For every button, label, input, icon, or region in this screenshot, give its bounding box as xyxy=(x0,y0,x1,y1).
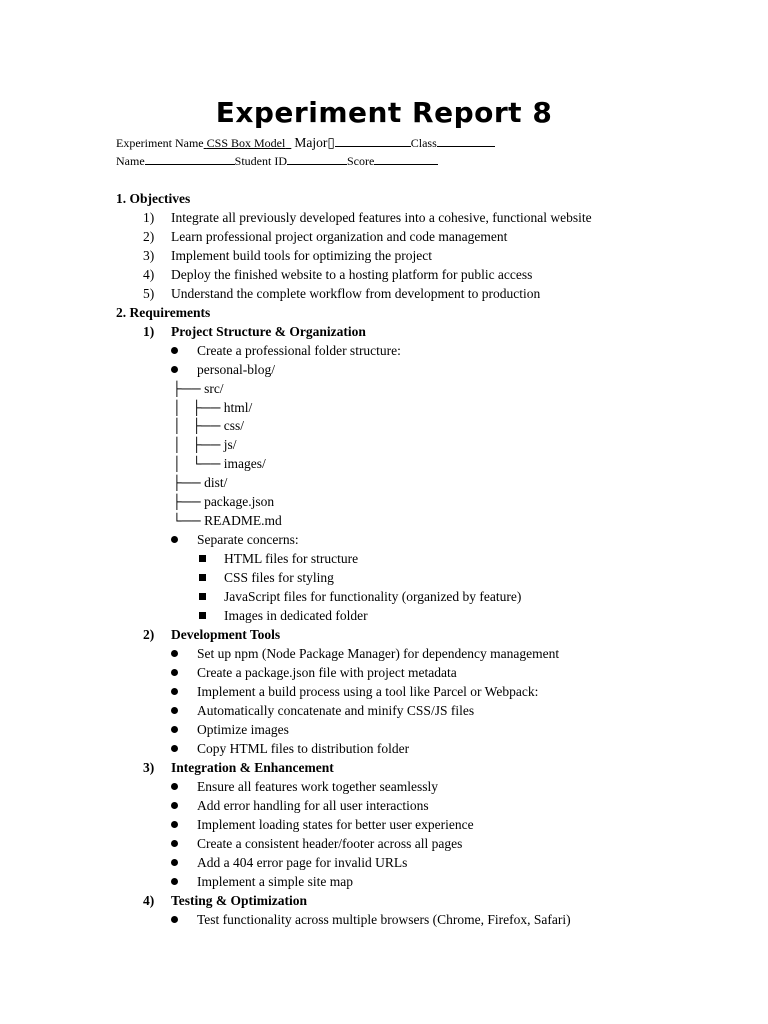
square-bullet-icon xyxy=(199,574,206,581)
major-blank xyxy=(335,136,411,147)
experiment-name-label: Experiment Name xyxy=(116,136,204,150)
bullet-icon xyxy=(171,688,178,695)
tree-line: │ └── images/ xyxy=(172,456,266,471)
bullet-icon xyxy=(171,840,178,847)
bullet-icon xyxy=(171,726,178,733)
requirement-heading: 3) Integration & Enhancement xyxy=(143,760,334,775)
list-item: Implement loading states for better user experience xyxy=(0,815,768,834)
student-id-blank xyxy=(287,154,347,165)
sub-list-item: HTML files for structure xyxy=(0,549,768,568)
sub-list-item: CSS files for styling xyxy=(0,568,768,587)
bullet-icon xyxy=(171,669,178,676)
bullet-icon xyxy=(171,650,178,657)
requirement-heading: 4) Testing & Optimization xyxy=(143,893,308,908)
square-bullet-icon xyxy=(199,555,206,562)
list-item: Ensure all features work together seamlessly xyxy=(0,777,768,796)
sub-list-item: JavaScript files for functionality (organized by feature) xyxy=(0,587,768,606)
list-item: Separate concerns: xyxy=(0,530,768,549)
experiment-name-value: CSS Box Model xyxy=(206,136,286,150)
list-item: Create a package.json file with project metadata xyxy=(0,663,768,682)
list-item: Copy HTML files to distribution folder xyxy=(0,739,768,758)
class-label: Class xyxy=(410,136,437,150)
page-title: Experiment Report 8 xyxy=(215,96,553,129)
bullet-icon xyxy=(171,783,178,790)
list-item: Implement a build process using a tool like Parcel or Webpack: xyxy=(0,682,768,701)
bullet-icon xyxy=(171,707,178,714)
meta-row-1 xyxy=(116,135,495,151)
tree-line: ├── src/ xyxy=(172,381,224,396)
report-page: Experiment Report 8 Experiment Name CSS Box Model Major▯ Class Name Student ID Score 1. Objectives 1) Integrate all previously developed features into a cohesive, functional website 2) Learn professional project organization and code management 3) Implement build tools for optimizing the project 4) Deploy the finished website to a hosting platform for public access 5) Understand the complete workflow from development to production 2. Requirements 1) Project Structure & Organization Create a professional folder structure: personal-blog/ ├── src/ │ ├── html/ │ ├── css/ │ ├── js/ │ └── images/ ├── dist/ ├── package.json └── README.md Separate concerns: HTML files for structure CSS files for styling JavaScript files for functionality (organized by feature) Images in dedicated folder 2) Development Tools Set up npm (Node Package Manager) for dependency management Create a package.json file with project metadata Implement a build process using a tool like Parcel or Webpack: Automatically concatenate and minify CSS/JS files Optimize images Copy HTML files to distribution folder 3) Integration & Enhancement Ensure all features work together seamlessly Add error handling for all user interactions Implement loading states for better user experience Create a consistent header/footer across all pages Add a 404 error page for invalid URLs Implement a simple site map 4) Testing & Optimization Test functionality across multiple browsers (Chrome, Firefox, Safari) xyxy=(0,0,768,1024)
bullet-icon xyxy=(171,859,178,866)
bullet-icon xyxy=(171,366,178,373)
tree-line: │ ├── js/ xyxy=(172,437,237,452)
score-blank xyxy=(374,154,438,165)
tree-line: └── README.md xyxy=(172,513,282,528)
list-item: Add a 404 error page for invalid URLs xyxy=(0,853,768,872)
bullet-icon xyxy=(171,878,178,885)
list-item: Add error handling for all user interactions xyxy=(0,796,768,815)
class-blank xyxy=(437,136,495,147)
bullet-icon xyxy=(171,347,178,354)
list-item: Test functionality across multiple browsers (Chrome, Firefox, Safari) xyxy=(0,910,768,929)
list-item: personal-blog/ xyxy=(0,360,768,379)
tree-line: │ ├── css/ xyxy=(172,418,245,433)
requirements-heading: 2. Requirements xyxy=(116,305,211,320)
student-id-label: Student ID xyxy=(234,154,287,168)
list-item: Implement a simple site map xyxy=(0,872,768,891)
bullet-icon xyxy=(171,745,178,752)
major-label: Major▯ xyxy=(294,135,335,150)
bullet-icon xyxy=(171,916,178,923)
bullet-icon xyxy=(171,536,178,543)
square-bullet-icon xyxy=(199,593,206,600)
bullet-icon xyxy=(171,821,178,828)
sub-list-item: Images in dedicated folder xyxy=(0,606,768,625)
tree-line: ├── dist/ xyxy=(172,475,228,490)
requirement-heading: 1) Project Structure & Organization xyxy=(143,324,366,339)
requirement-heading: 2) Development Tools xyxy=(143,627,281,642)
score-label: Score xyxy=(347,154,375,168)
list-item: Optimize images xyxy=(0,720,768,739)
list-item: Set up npm (Node Package Manager) for dependency management xyxy=(0,644,768,663)
list-item: Automatically concatenate and minify CSS/JS files xyxy=(0,701,768,720)
list-item: Create a professional folder structure: xyxy=(0,341,768,360)
meta-row-2 xyxy=(116,154,438,169)
bullet-icon xyxy=(171,802,178,809)
list-item: Create a consistent header/footer across all pages xyxy=(0,834,768,853)
square-bullet-icon xyxy=(199,612,206,619)
name-label: Name xyxy=(116,154,145,168)
name-blank xyxy=(145,154,235,165)
tree-line: │ ├── html/ xyxy=(172,400,253,415)
objectives-heading: 1. Objectives xyxy=(116,191,191,206)
tree-line: ├── package.json xyxy=(172,494,275,509)
